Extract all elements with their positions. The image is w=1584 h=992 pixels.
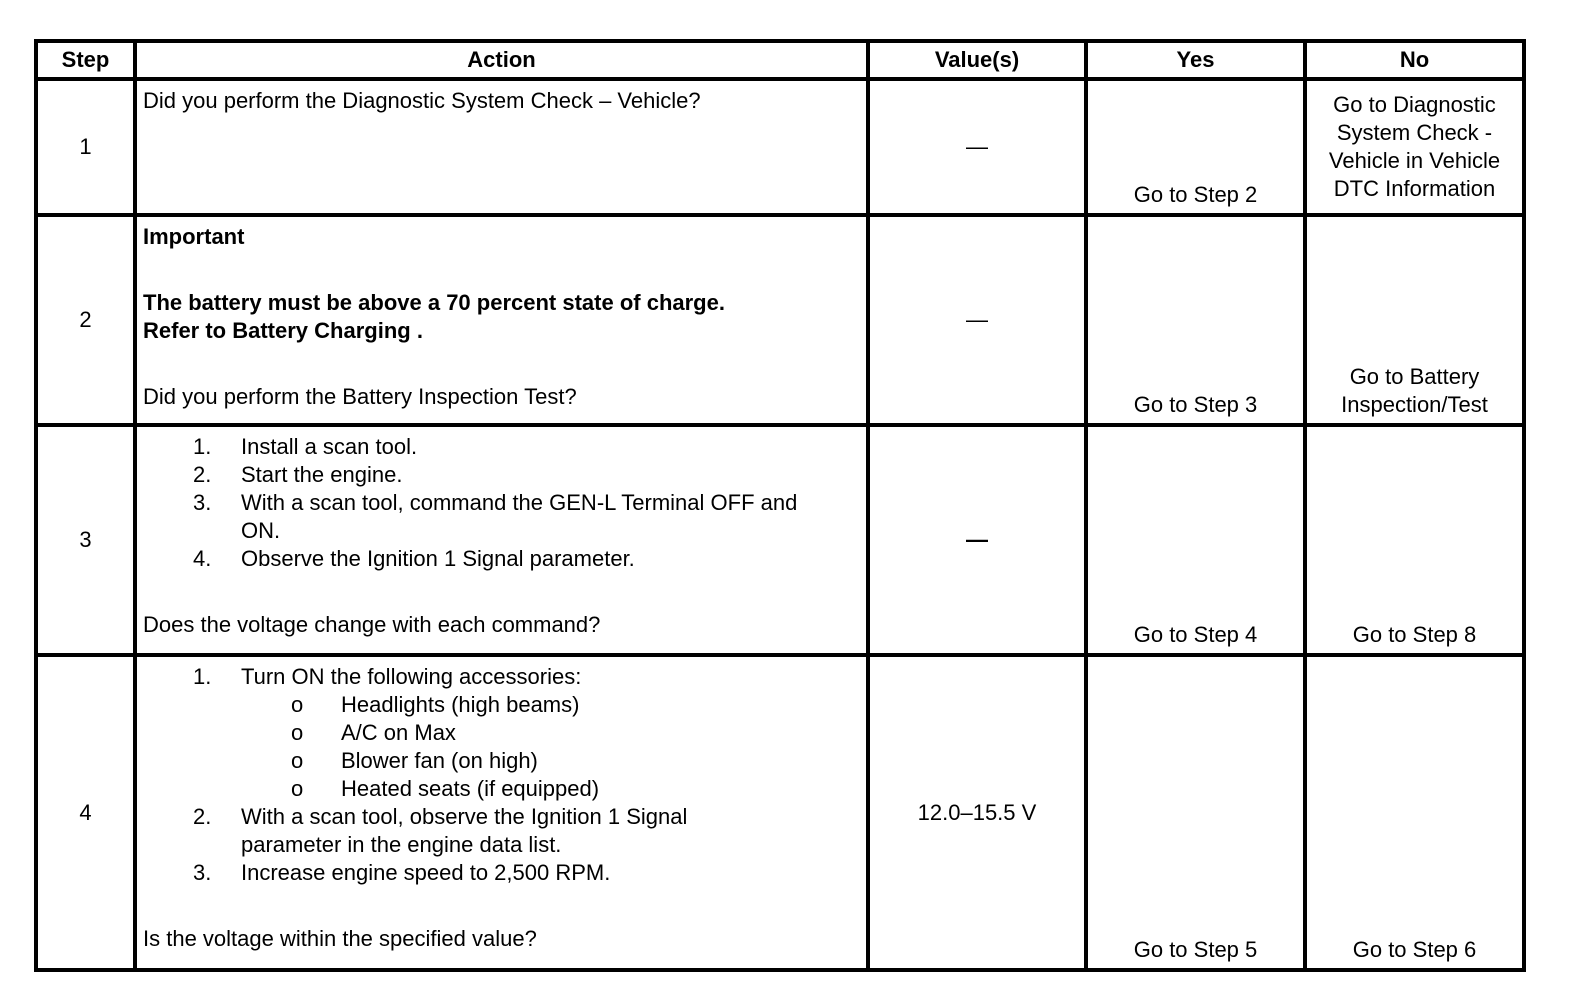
action-cell (135, 79, 868, 215)
yes-cell: Go to Step 3 (1086, 215, 1305, 425)
no-line: System Check - (1336, 120, 1493, 145)
header-values: Value(s) (868, 41, 1086, 79)
item-text: Install a scan tool. (241, 434, 418, 459)
action-question: Is the voltage within the specified value? (143, 926, 537, 951)
header-yes: Yes (1086, 41, 1305, 79)
accessory-item (241, 719, 860, 747)
item-number: 3. (193, 490, 212, 515)
no-cell: Go to Step 6 (1305, 655, 1524, 970)
no-cell: Go to Step 8 (1305, 425, 1524, 655)
action-cell (135, 215, 868, 425)
accessory-text: Blower fan (on high) (341, 748, 538, 773)
table-row (36, 425, 1524, 655)
procedure-item (143, 433, 860, 461)
procedure-list (143, 433, 860, 573)
accessory-list (241, 691, 860, 803)
value-cell: — (868, 425, 1086, 655)
step-number: 3 (36, 425, 135, 655)
item-text: Increase engine speed to 2,500 RPM. (241, 860, 611, 885)
action-cell (135, 425, 868, 655)
no-cell (1305, 79, 1524, 215)
important-text-line: The battery must be above a 70 percent state of charge. (143, 290, 725, 315)
table-row (36, 79, 1524, 215)
action-question: Did you perform the Battery Inspection Test? (143, 384, 577, 409)
item-number: 4. (193, 546, 212, 571)
item-number: 1. (193, 434, 212, 459)
item-number: 2. (193, 462, 212, 487)
table-header-row (36, 41, 1524, 79)
yes-cell: Go to Step 5 (1086, 655, 1305, 970)
item-text: Observe the Ignition 1 Signal parameter. (241, 546, 635, 571)
accessory-text: A/C on Max (341, 720, 456, 745)
table-row (36, 215, 1524, 425)
action-question: Does the voltage change with each command? (143, 612, 601, 637)
no-line: Inspection/Test (1341, 392, 1488, 417)
no-line: Go to Diagnostic (1333, 92, 1496, 117)
procedure-list (143, 663, 860, 887)
procedure-item (143, 489, 801, 545)
value-cell: 12.0–15.5 V (868, 655, 1086, 970)
accessory-item (241, 691, 860, 719)
diagnostic-table (34, 39, 1526, 972)
no-cell (1305, 215, 1524, 425)
procedure-item (143, 545, 860, 573)
step-number: 1 (36, 79, 135, 215)
accessory-text: Heated seats (if equipped) (341, 776, 600, 801)
action-question: Did you perform the Diagnostic System Check – Vehicle? (143, 88, 701, 113)
header-action: Action (135, 41, 868, 79)
value-cell: — (868, 215, 1086, 425)
table-row (36, 655, 1524, 970)
item-number: 2. (193, 804, 212, 829)
important-text-line: Refer to Battery Charging . (143, 318, 423, 343)
value-cell: — (868, 79, 1086, 215)
important-label: Important (143, 224, 245, 249)
no-line: Vehicle in Vehicle (1328, 148, 1501, 173)
item-text: Start the engine. (241, 462, 403, 487)
procedure-item (143, 859, 860, 887)
header-step: Step (36, 41, 135, 79)
header-no: No (1305, 41, 1524, 79)
item-text: Turn ON the following accessories: (241, 664, 582, 689)
item-number: 1. (193, 664, 212, 689)
procedure-item (143, 803, 761, 859)
item-number: 3. (193, 860, 212, 885)
accessory-text: Headlights (high beams) (341, 692, 580, 717)
item-text: With a scan tool, command the GEN-L Terminal OFF and ON. (241, 490, 798, 543)
no-line: Go to Battery (1349, 364, 1480, 389)
step-number: 4 (36, 655, 135, 970)
action-cell (135, 655, 868, 970)
bullet: o (291, 692, 304, 717)
no-line: DTC Information (1333, 176, 1496, 201)
procedure-item (143, 461, 860, 489)
accessory-item (241, 747, 860, 775)
bullet: o (291, 720, 304, 745)
bullet: o (291, 748, 304, 773)
procedure-item (143, 663, 860, 803)
accessory-item (241, 775, 860, 803)
yes-cell: Go to Step 2 (1086, 79, 1305, 215)
step-number: 2 (36, 215, 135, 425)
bullet: o (291, 776, 304, 801)
item-text: With a scan tool, observe the Ignition 1 Signal parameter in the engine data list. (241, 804, 688, 857)
yes-cell: Go to Step 4 (1086, 425, 1305, 655)
